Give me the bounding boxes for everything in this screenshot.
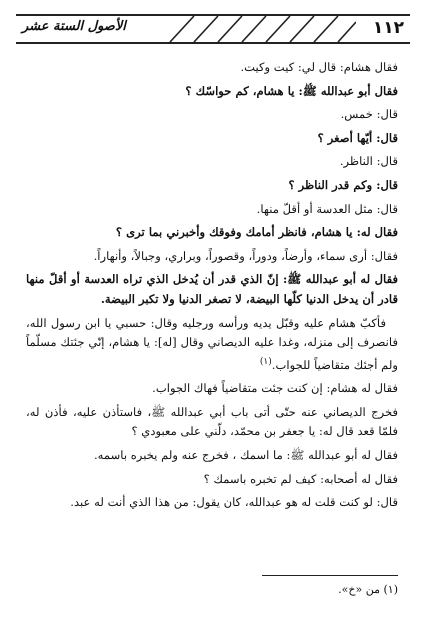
paragraph: فقال له أصحابه: كيف لم تخبره باسمك ؟ [203, 471, 398, 486]
paragraph: فقال له أبو عبدالله ﷺ: ما اسمك ، فخرج عنه ولم يخبره باسمه. [93, 447, 398, 462]
page-header [16, 14, 410, 44]
paragraph-text: فأكبّ هشام عليه وقبّل يديه ورأسه ورجليه وقال: حسبي يا ابن رسول الله، فانصرف إلى منزله، وغدا عليه الديصاني وقال [له]: يا هشام، إنّي جئتك مسلّماً ولم أجئك متقاضياً للجواب. [26, 315, 398, 372]
paragraph: فقال له أبو عبدالله ﷺ: إنّ الذي قدر أن يُدخل الذي تراه العدسة أو أقلّ منها قادر أن يدخل الدنيا كلّها البيضة، لا تصغر الدنيا ولا تكبر البيضة. [26, 272, 398, 306]
paragraph: قال: الناظر. [339, 154, 398, 169]
paragraph: قال: لو كنت قلت له هو عبدالله، كان يقول: من هذا الذي أنت له عبد. [70, 495, 398, 510]
paragraph: قال: وكم قدر الناظر ؟ [288, 177, 398, 192]
footnote-divider [262, 575, 398, 576]
paragraph: فقال: أرى سماء، وأرضاً، ودوراً، وقصوراً، وبراري، وجبالاً، وأنهاراً. [93, 248, 398, 263]
paragraph: قال: خمس. [340, 107, 398, 122]
paragraph: فقال أبو عبدالله ﷺ: يا هشام، كم حواسّك ؟ [185, 83, 398, 98]
main-text [26, 58, 398, 517]
header-ornament-stripes [156, 16, 356, 42]
paragraph: قال: مثل العدسة أو أقلّ منها. [256, 201, 398, 216]
footnote: (١) من «خ». [338, 583, 398, 596]
running-title: الأصول الستة عشر [22, 19, 126, 34]
paragraph: فقال هشام: قال لي: كيت وكيت. [240, 60, 398, 74]
footnote-marker: (١) [259, 356, 272, 367]
paragraph: فخرج الديصاني عنه حتّى أتى باب أبي عبدالله ﷺ، فاستأذن عليه، فأذن له، فلمّا قعد قال له: يا جعفر بن محمّد، دلّني على معبودي ؟ [26, 404, 398, 439]
paragraph-with-footnote [26, 314, 398, 376]
paragraph: قال: أيّها أصغر ؟ [317, 130, 398, 145]
paragraph: فقال له: يا هشام، فانظر أمامك وفوقك وأخبرني بما ترى ؟ [115, 225, 398, 240]
paragraph: فقال له هشام: إن كنت جئت متقاضياً فهاك الجواب. [152, 381, 398, 396]
page-number: ١١٢ [372, 18, 404, 38]
